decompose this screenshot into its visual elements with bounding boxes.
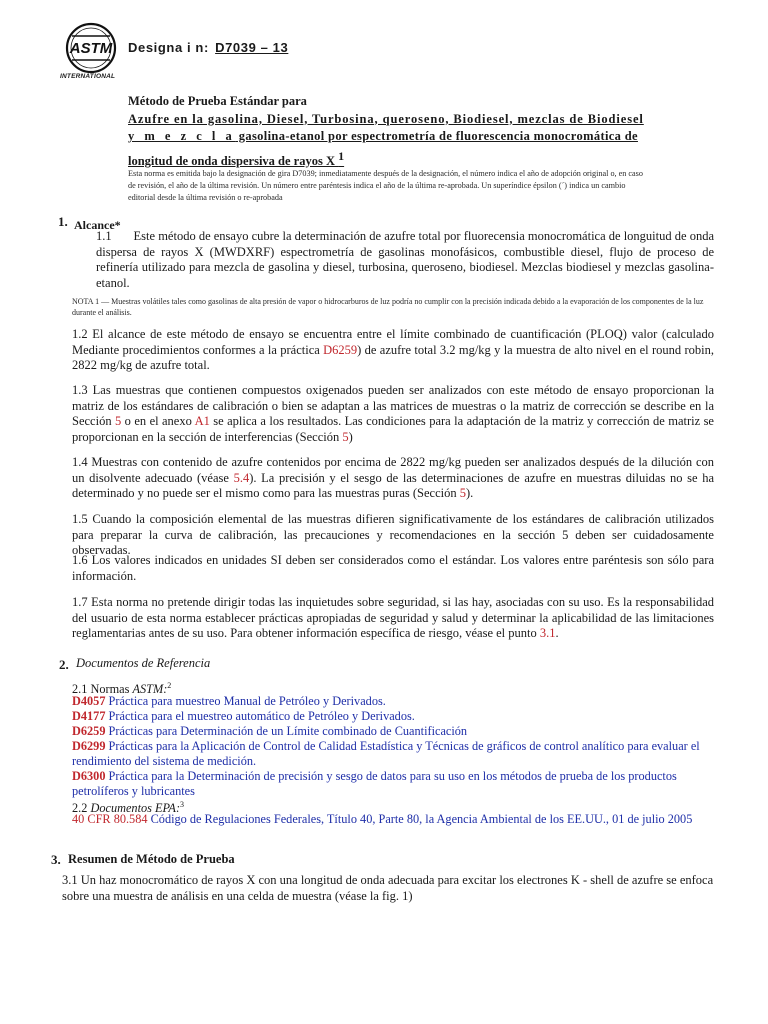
section-1-number: 1. [58, 214, 68, 229]
title-line-4 [128, 148, 648, 171]
paragraph-1-1: 1.1 Este método de ensayo cubre la determinación de azufre total por fluorecensia monocromática de longuitud de onda dispersa de rayos X (MWDXRF) espectrometría de gasolinas monofásicos, combustible diesel, flujo de proceso de refinería utilizado para mezcla de gasolina y diesel, turbosina, queroseno, biodiesel. Mezclas biodiesel y mezclas gasolina-etanol. [96, 229, 714, 290]
ref-code[interactable]: D4177 [72, 709, 106, 723]
logo-caption: INTERNATIONAL [60, 73, 116, 80]
section-2-number: 2. [59, 657, 69, 672]
ref-code[interactable]: D6300 [72, 769, 106, 783]
epa-title[interactable]: Código de Regulaciones Federales, Título 40, Parte 80, la Agencia Ambiental de los EE.UU., 01 de julio 2005 [147, 812, 693, 826]
epa-code[interactable]: 40 CFR 80.584 [72, 812, 148, 826]
designation [128, 40, 288, 55]
link-section-5b[interactable]: 5 [342, 429, 349, 444]
ref-code[interactable]: D6259 [72, 724, 106, 738]
section-1-title: Alcance* [74, 218, 121, 232]
reference-item [72, 724, 714, 739]
ref-title[interactable]: Práctica para el muestreo automático de Petróleo y Derivados. [105, 709, 415, 723]
standard-title [128, 93, 648, 170]
link-annex-a1[interactable]: A1 [194, 414, 210, 428]
paragraph-1-5: 1.5 Cuando la composición elemental de las muestras difieren significativamente de los estándares de calibración utilizados para preparar la curva de calibración, las precauciones y recomendaciones en la sección 5 deben ser cuidadosamente observadas. [72, 512, 714, 557]
note-1: NOTA 1 — Muestras volátiles tales como gasolinas de alta presión de vapor o hidrocarburos de luz podría no cumplir con la precisión indicada debido a la evaporación de los componentes de la luz durante el análisis. [72, 297, 704, 317]
ref-title[interactable]: Prácticas para Determinación de un Límite combinado de Cuantificación [105, 724, 468, 738]
link-section-5[interactable]: 5 [115, 414, 122, 428]
title-line-2: Azufre en la gasolina, Diesel, Turbosina, queroseno, Biodiesel, mezclas de Biodiesel [128, 111, 644, 126]
reference-item [72, 769, 714, 799]
section-3-number: 3. [51, 852, 61, 867]
ref-title[interactable]: Práctica para muestreo Manual de Petróleo y Derivados. [105, 694, 386, 708]
ref-title[interactable]: Práctica para la Determinación de precisión y sesgo de datos para su uso en los métodos de prueba de los productos petrolíferos y lubricantes [72, 769, 677, 798]
title-line-1: Método de Prueba Estándar para [128, 94, 307, 108]
title-line-3-spaced: y m e z c l a [128, 129, 236, 143]
paragraph-1-6: 1.6 Los valores indicados en unidades SI deben ser considerados como el estándar. Los valores entre paréntesis son sólo para información. [72, 553, 714, 583]
svg-text:ASTM: ASTM [69, 40, 113, 57]
link-section-5c[interactable]: 5 [459, 486, 466, 500]
section-3-title: Resumen de Método de Prueba [68, 852, 235, 866]
epa-reference [72, 812, 732, 827]
ref-title[interactable]: Prácticas para la Aplicación de Control de Calidad Estadística y Técnicas de gráficos de control analítico para evaluar el rendimiento del sistema de medición. [72, 739, 700, 768]
paragraph-3-1: 3.1 Un haz monocromático de rayos X con una longitud de onda adecuada para excitar los electrones K - shell de azufre se enfoca sobre una muestra de análisis en una celda de muestra (véase la fig. 1) [62, 873, 714, 903]
subsection-2-2: 2.2 Documentos EPA:$^3$ [72, 800, 185, 816]
subsection-2-1: 2.1 Normas ASTM:$^2$ [72, 681, 172, 697]
section-2-title: Documentos de Referencia [76, 656, 211, 670]
reference-item [72, 739, 714, 769]
paragraph-1-7: 1.7 Esta norma no pretende dirigir todas las inquietudes sobre seguridad, si las hay, asociadas con su uso. Es la responsabilidad del usuario de esta norma establecer prácticas apropiadas de seguridad y salud y determinar la aplicabilidad de las limitaciones reglamentarias antes de su uso. Para obtener información específica de riesgo, véase el punto 3.1. [72, 595, 714, 640]
title-line-4-text: longitud de onda dispersiva de rayos X [128, 153, 335, 168]
paragraph-1-2: 1.2 El alcance de este método de ensayo se encuentra entre el límite combinado de cuantificación (PLOQ) valor (calculado Mediante procedimientos conformes a la práctica D6259) de azufre total 3.2 mg/kg y la muestra de alto nivel en el round robin, 2822 mg/kg de azufre total. [72, 327, 714, 372]
reference-item [72, 694, 714, 709]
issuance-notice: Esta norma es emitida bajo la designación de gira D7039; inmediatamente después de la designación, el número indica el año de adopción original o, en caso de revisión, el año de la última revisión. Un número entre paréntesis indica el año de la última re-aprobada. Un superíndice épsilon (´) indica un cambio editorial desde la última revisión o re-aprobada [128, 169, 643, 202]
reference-item [72, 709, 714, 724]
title-footnote-mark: 1 [338, 148, 345, 163]
designation-label: Designa i n: [128, 40, 209, 55]
title-line-3-rest: gasolina-etanol por espectrometría de fluorescencia monocromática de [235, 129, 638, 143]
link-3-1[interactable]: 3.1 [539, 626, 556, 640]
reference-list [72, 694, 714, 799]
title-line-3 [128, 128, 648, 146]
ref-code[interactable]: D6299 [72, 739, 106, 753]
ref-code[interactable]: D4057 [72, 694, 106, 708]
link-d6259[interactable]: D6259 [323, 342, 358, 357]
link-5-4[interactable]: 5.4 [233, 470, 250, 485]
designation-code: D7039 – 13 [215, 40, 289, 55]
paragraph-1-3: 1.3 Las muestras que contienen compuestos oxigenados pueden ser analizados con este método de ensayo proporcionan la matriz de los estándares de calibración o bien se adaptan a las matrices de muestras o la matriz de corrección se describe en la Sección 5 o en el anexo A1 se aplica a los resultados. Las condiciones para la adaptación de la matriz y corrección de matriz se proporcionan en la sección de interferencias (Sección 5) [72, 383, 714, 444]
paragraph-1-4: 1.4 Muestras con contenido de azufre contenidos por encima de 2822 mg/kg pueden ser analizados después de la dilución con un disolvente adecuado (véase 5.4). La precisión y el sesgo de las determinaciones de azufre en muestras diluidas no se ha determinado y no puede ser el mismo como para las muestras puras (Sección 5). [72, 455, 714, 500]
